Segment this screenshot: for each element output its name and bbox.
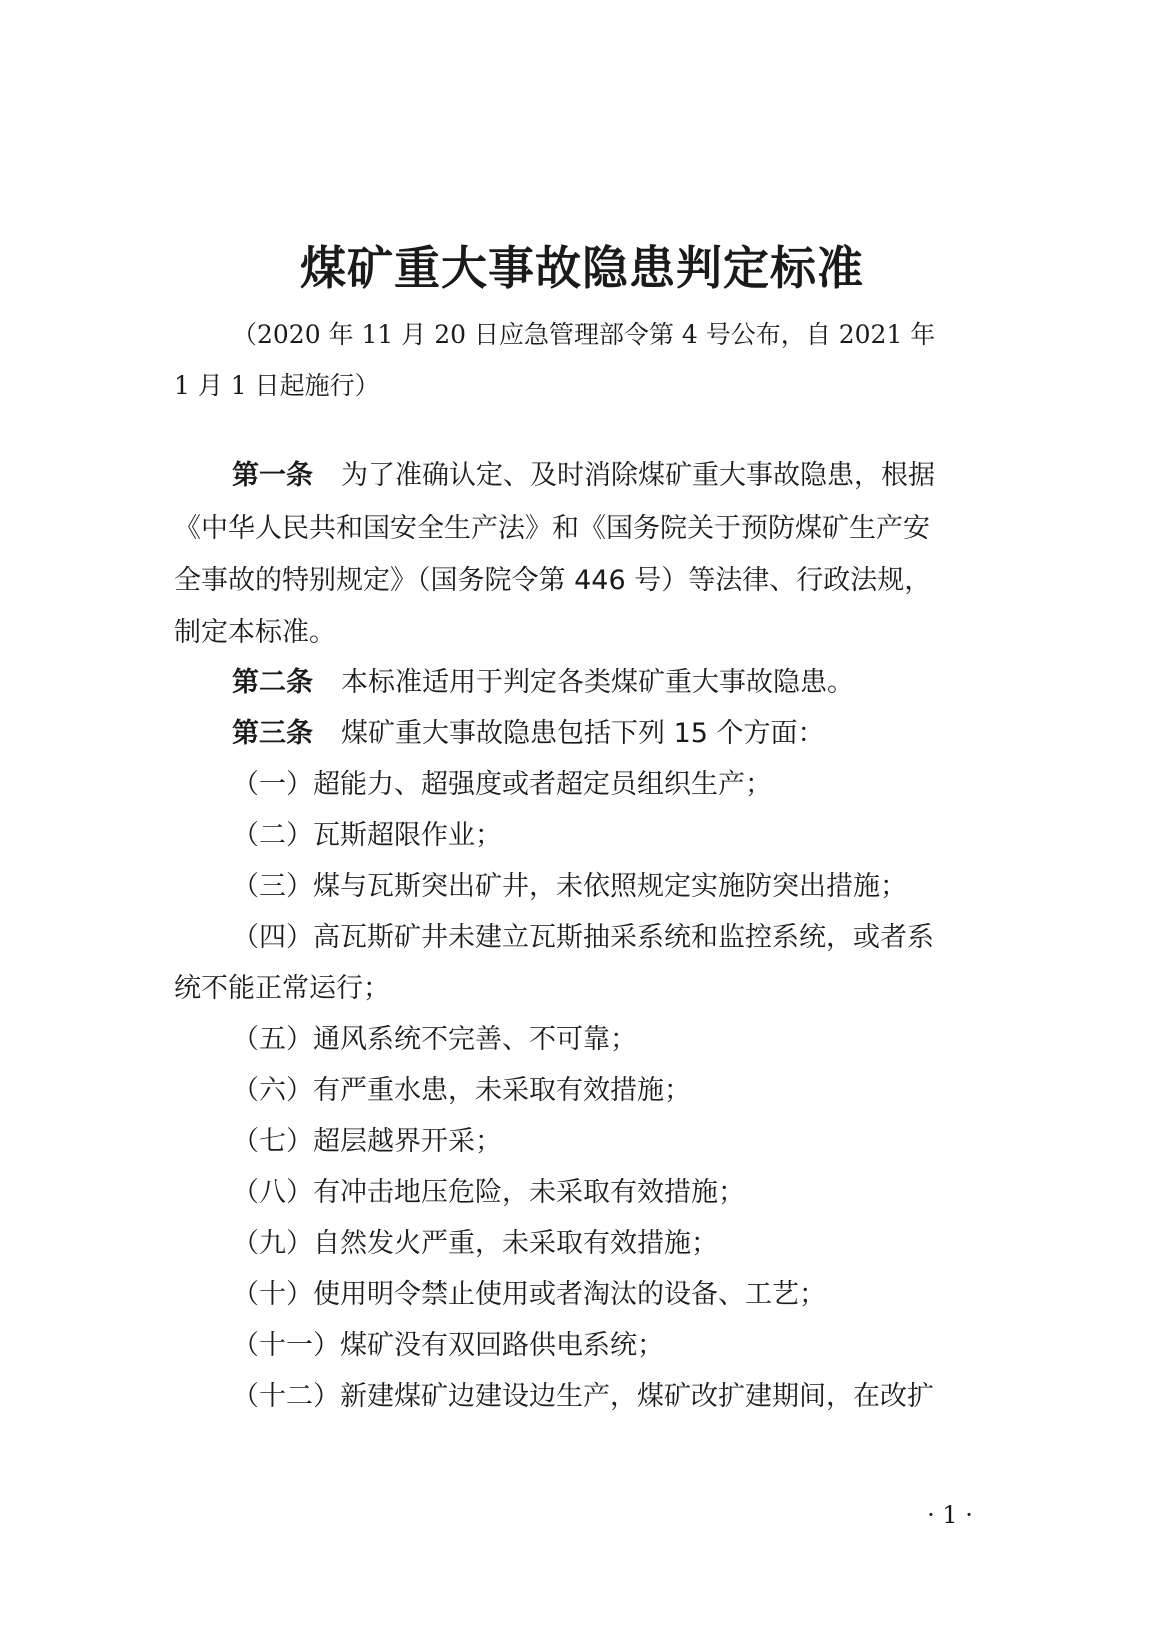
subtitle-line-2: 1 月 1 日起施行） <box>174 371 380 400</box>
article-3-text: 煤矿重大事故隐患包括下列 15 个方面： <box>341 718 825 749</box>
list-item: （十）使用明令禁止使用或者淘汰的设备、工艺； <box>232 1279 826 1310</box>
list-item: （十二）新建煤矿边建设边生产，煤矿改扩建期间，在改扩 <box>232 1381 934 1412</box>
list-item: （五）通风系统不完善、不可靠； <box>232 1024 637 1055</box>
document-title: 煤矿重大事故隐患判定标准 <box>300 241 864 295</box>
list-item: （三）煤与瓦斯突出矿井，未依照规定实施防突出措施； <box>232 871 907 902</box>
subtitle-line-1: （2020 年 11 月 20 日应急管理部令第 4 号公布，自 2021 年 <box>232 320 936 349</box>
article-1-line-2: 《中华人民共和国安全生产法》和《国务院关于预防煤矿生产安 <box>174 513 930 544</box>
list-item: （六）有严重水患，未采取有效措施； <box>232 1075 691 1106</box>
list-item: （二）瓦斯超限作业； <box>232 820 502 851</box>
article-3 <box>232 716 1004 752</box>
article-2-text: 本标准适用于判定各类煤矿重大事故隐患。 <box>341 667 854 698</box>
article-2-label: 第二条 <box>232 667 313 698</box>
article-1-line-1 <box>232 458 1004 494</box>
list-item: （一）超能力、超强度或者超定员组织生产； <box>232 769 772 800</box>
article-1-line-3: 全事故的特别规定》（国务院令第 446 号）等法律、行政法规， <box>174 565 932 596</box>
list-item: （四）高瓦斯矿井未建立瓦斯抽采系统和监控系统，或者系 <box>232 922 934 953</box>
list-item: （十一）煤矿没有双回路供电系统； <box>232 1330 664 1361</box>
article-3-label: 第三条 <box>232 718 313 749</box>
article-1-text: 为了准确认定、及时消除煤矿重大事故隐患，根据 <box>341 460 935 491</box>
article-1-line-4: 制定本标准。 <box>174 617 336 648</box>
article-1-label: 第一条 <box>232 460 313 491</box>
list-item: （七）超层越界开采； <box>232 1126 502 1157</box>
list-item: 统不能正常运行； <box>174 973 390 1004</box>
page-number: · 1 · <box>927 1501 973 1529</box>
list-item: （八）有冲击地压危险，未采取有效措施； <box>232 1177 745 1208</box>
article-2 <box>232 665 1004 701</box>
list-item: （九）自然发火严重，未采取有效措施； <box>232 1228 718 1259</box>
